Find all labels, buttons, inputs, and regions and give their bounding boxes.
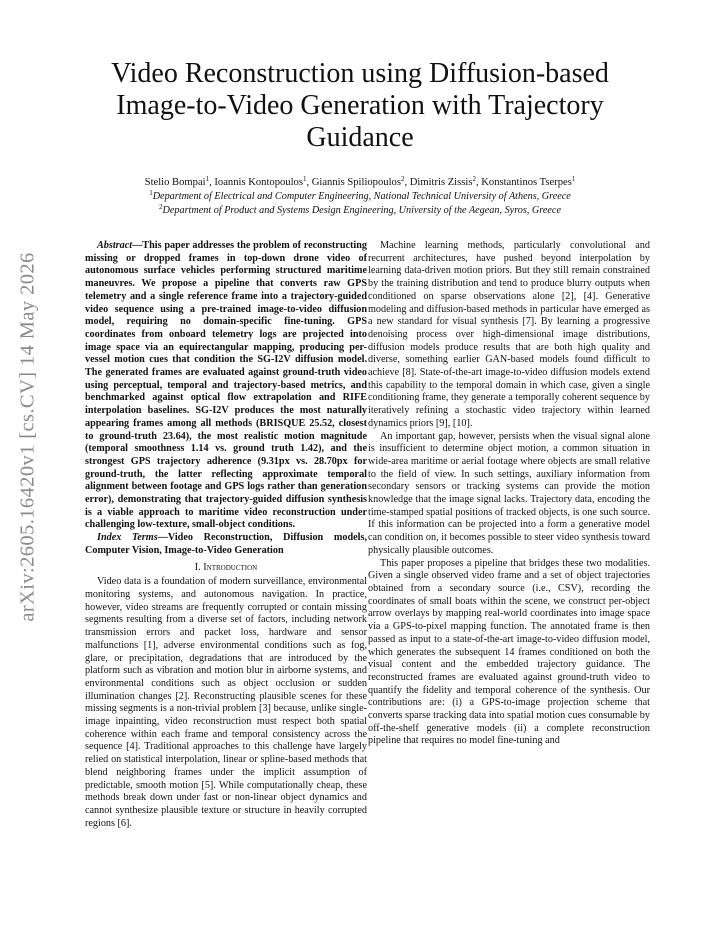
affiliation-1: $^1$Department of Electrical and Computer Engineering, National Technical University of Athens, Greece — [149, 189, 571, 202]
author-list: Stelio Bompai$^1$, Ioannis Kontopoulos$^1$, Giannis Spiliopoulos$^2$, Dimitris Zissis$^2$, Konstantinos Tserpes$^1$ — [144, 175, 576, 188]
section-heading-introduction: I. Introduction — [194, 561, 258, 573]
paragraph: Video data is a foundation of modern surveillance, environmental monitoring systems, and autonomous navigation. In practice, however, video streams are frequently corrupted or contain missing segments resulting from a diverse set of factors, including network transmission errors and packet loss, hardware and sensor malfunctions [1], adverse environmental conditions such as fog, glare, or precipitation, degradations that are introduced by the platform such as vibration and motion blur in airborne systems, and environmental conditions such as object occlusion or sudden illumination changes [2]. Reconstructing plausible scenes for these missing segments is a non-trivial problem [3] because, unlike single-image inpainting, video reconstruction must respect both spatial coherence within each frame and temporal consistency across the sequence [4]. Traditional approaches to this challenge have largely relied on statistical interpolation, linear or spline-based methods that blend neighboring frames under the implicit assumption of predictable, smooth motion [5]. While computationally cheap, these methods break down under fast or non-linear object dynamics and cannot synthesize plausible texture or structure in heavily corrupted regions [6]. — [85, 576, 367, 829]
abstract-text: This paper addresses the problem of reconstructing missing or dropped frames in top-down drone video of autonomous surface vehicles performing structured maritime maneuvres. We propose a pipeline that converts raw GPS telemetry and a single reference frame into a trajectory-guided video sequence using a pre-trained image-to-video diffusion model, requiring no domain-specific fine-tuning. GPS coordinates from onboard telemetry logs are projected into image space via an equirectangular mapping, producing per-vessel motion cues that condition the SG-I2V diffusion model. The generated frames are evaluated against ground-truth video using perceptual, temporal and trajectory-based metrics, and benchmarked against optical flow extrapolation and RIFE interpolation baselines. SG-I2V produces the most naturally appearing frames among all methods (BRISQUE 25.52, closest to ground-truth 23.64), the most realistic motion magnitude (temporal smoothness 1.14 vs. ground truth 1.42), and the strongest GPS trajectory adherence (9.31px vs. 28.70px for ground-truth, the latter reflecting approximate temporal alignment between footage and GPS logs rather than generation error), demonstrating that trajectory-guided diffusion synthesis is a viable approach to maritime video reconstruction under challenging low-texture, small-object conditions. — [85, 240, 367, 531]
arxiv-identifier: arXiv:2605.16420v1 [cs.CV] 14 May 2026 — [16, 252, 39, 622]
affiliation-2: $^2$Department of Product and Systems Design Engineering, University of the Aegean, Syros, Greece — [159, 203, 561, 216]
left-column — [85, 240, 367, 830]
right-column — [368, 240, 650, 748]
index-terms-text: Video Reconstruction, Diffusion models, Computer Vision, Image-to-Video Generation — [85, 532, 367, 556]
paragraph: An important gap, however, persists when the visual signal alone is insufficient to determine object motion, a common situation in wide-area maritime or aerial footage where objects are small relative to the field of view. In such settings, auxiliary information from secondary sensors or tracking systems can provide the motion knowledge that the image signal lacks. Trajectory data, encoding the time-stamped spatial positions of tracked objects, is one such source. If this information can be projected into a form a generative model can condition on, it becomes possible to steer video synthesis toward physically plausible outcomes. — [368, 430, 650, 556]
author: Dimitris Zissis$^2$ — [409, 175, 476, 188]
index-terms-label: Index Terms — [97, 532, 158, 544]
author: Konstantinos Tserpes$^1$ — [481, 175, 576, 188]
author: Ioannis Kontopoulos$^1$ — [214, 175, 307, 188]
index-terms: Index Terms—Video Reconstruction, Diffusion models, Computer Vision, Image-to-Video Generation — [85, 532, 367, 556]
paper-title: Video Reconstruction using Diffusion-based Image-to-Video Generation with Trajectory Guidance — [111, 58, 609, 153]
paragraph: Machine learning methods, particularly convolutional and recurrent architectures, have pushed beyond interpolation by learning data-driven motion priors. But they still remain constrained by the training distribution and tend to produce blurry outputs when conditioned on sparse observations alone [2], [4]. Generative modeling and diffusion-based methods in particular have emerged as a new standard for visual synthesis [7]. By learning a progressive denoising process over high-dimensional image distributions, diffusion models produce results that are both high quality and diverse, something earlier GAN-based models found difficult to achieve [8]. State-of-the-art image-to-video diffusion models extend this capability to the temporal domain in which case, given a single conditioning frame, they generate a temporally coherent sequence by iteratively refining a stochastic video trajectory within learned dynamics priors [9], [10]. — [368, 240, 650, 429]
abstract-label: Abstract — [97, 240, 133, 251]
arxiv-sidebar — [6, 232, 50, 642]
abstract: Abstract—This paper addresses the problem of reconstructing missing or dropped frames in top-down drone video of autonomous surface vehicles performing structured maritime maneuvres. We propose a pipeline that converts raw GPS telemetry and a single reference frame into a trajectory-guided video sequence using a pre-trained image-to-video diffusion model, requiring no domain-specific fine-tuning. GPS coordinates from onboard telemetry logs are projected into image space via an equirectangular mapping, producing per-vessel motion cues that condition the SG-I2V diffusion model. The generated frames are evaluated against ground-truth video using perceptual, temporal and trajectory-based metrics, and benchmarked against optical flow extrapolation and RIFE interpolation baselines. SG-I2V produces the most naturally appearing frames among all methods (BRISQUE 25.52, closest to ground-truth 23.64), the most realistic motion magnitude (temporal smoothness 1.14 vs. ground truth 1.42), and the strongest GPS trajectory adherence (9.31px vs. 28.70px for ground-truth, the latter reflecting approximate temporal alignment between footage and GPS logs rather than generation error), demonstrating that trajectory-guided diffusion synthesis is a viable approach to maritime video reconstruction under challenging low-texture, small-object conditions. — [85, 240, 367, 531]
author: Giannis Spiliopoulos$^2$ — [311, 175, 405, 188]
paragraph: This paper proposes a pipeline that bridges these two modalities. Given a single observed video frame and a set of object trajectories obtained from a secondary source (i.e., CSV), recording the coordinates of small boats within the scene, we construct per-object arrow overlays by mapping real-world coordinates into image space via a GPS-to-pixel mapping function. The annotated frame is then passed as input to a state-of-the-art image-to-video diffusion model, which generates the subsequent 14 frames conditioned on both the visual content and the embedded trajectory guidance. The reconstructed frames are evaluated against ground-truth video to quantify the fidelity and temporal coherence of the synthesis. Our contributions are: (i) a GPS-to-image projection scheme that converts sparse tracking data into spatial motion cues consumable by off-the-shelf generative models (ii) a complete reconstruction pipeline that requires no model fine-tuning and — [368, 557, 650, 747]
author: Stelio Bompai$^1$ — [144, 175, 210, 188]
